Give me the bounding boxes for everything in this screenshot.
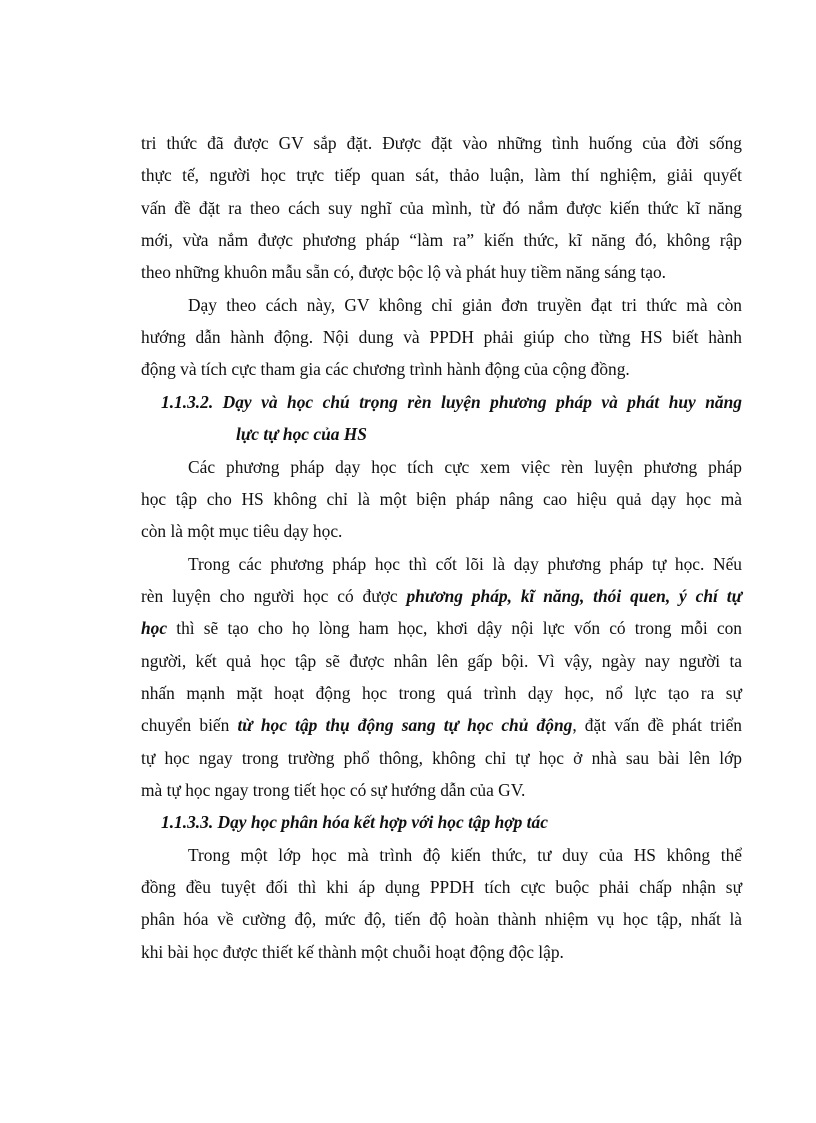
text-line: Dạy theo cách này, GV không chỉ giản đơn truyền đạt tri thức mà còn — [188, 295, 742, 315]
emphasized-text: phương pháp, kĩ năng, thói quen, ý chí tự — [406, 586, 743, 606]
text-run: chuyển biến — [141, 715, 238, 735]
text-line: động và tích cực tham gia các chương trình hành động của cộng đồng. — [141, 359, 630, 379]
text-line: khi bài học được thiết kế thành một chuỗi hoạt động độc lập. — [141, 942, 564, 962]
text-line — [141, 616, 742, 640]
text-line — [141, 713, 742, 737]
text-line: Trong các phương pháp học thì cốt lõi là dạy phương pháp tự học. Nếu — [188, 554, 742, 574]
section-heading: 1.1.3.2. Dạy và học chú trọng rèn luyện phương pháp và phát huy năng — [161, 392, 742, 412]
text-line: còn là một mục tiêu dạy học. — [141, 521, 343, 541]
text-line: nhấn mạnh mặt hoạt động học trong quá trình dạy học, nổ lực tạo ra sự — [141, 683, 742, 703]
text-run: , đặt vấn đề phát triển — [572, 715, 742, 735]
text-line: người, kết quả học tập sẽ được nhân lên gấp bội. Vì vậy, ngày nay người ta — [141, 651, 742, 671]
text-line: Trong một lớp học mà trình độ kiến thức, tư duy của HS không thể — [188, 845, 742, 865]
text-line: hướng dẫn hành động. Nội dung và PPDH phải giúp cho từng HS biết hành — [141, 327, 742, 347]
text-line — [141, 584, 742, 608]
text-line: vấn đề đặt ra theo cách suy nghĩ của mình, từ đó nắm được kiến thức kĩ năng — [141, 198, 742, 218]
text-line: đồng đều tuyệt đối thì khi áp dụng PPDH tích cực buộc phải chấp nhận sự — [141, 877, 742, 897]
text-line: phân hóa về cường độ, mức độ, tiến độ hoàn thành nhiệm vụ học tập, nhất là — [141, 909, 742, 929]
text-line: theo những khuôn mẫu sẵn có, được bộc lộ và phát huy tiềm năng sáng tạo. — [141, 262, 667, 282]
section-heading-continued: lực tự học của HS — [236, 424, 367, 444]
text-line: tri thức đã được GV sắp đặt. Được đặt vào những tình huống của đời sống — [141, 133, 742, 153]
emphasized-text: từ học tập thụ động sang tự học chủ động — [237, 715, 573, 735]
text-line: mới, vừa nắm được phương pháp “làm ra” kiến thức, kĩ năng đó, không rập — [141, 230, 742, 250]
text-line: thực tế, người học trực tiếp quan sát, thảo luận, làm thí nghiệm, giải quyết — [141, 165, 742, 185]
emphasized-text: học — [141, 618, 168, 638]
text-line: mà tự học ngay trong tiết học có sự hướng dẫn của GV. — [141, 780, 526, 800]
text-line: Các phương pháp dạy học tích cực xem việc rèn luyện phương pháp — [188, 457, 742, 477]
text-run: thì sẽ tạo cho họ lòng ham học, khơi dậy nội lực vốn có trong mỗi con — [167, 618, 742, 638]
text-line: học tập cho HS không chỉ là một biện pháp nâng cao hiệu quả dạy học mà — [141, 489, 742, 509]
text-line: tự học ngay trong trường phổ thông, không chỉ tự học ở nhà sau bài lên lớp — [141, 748, 742, 768]
section-heading: 1.1.3.3. Dạy học phân hóa kết hợp với học tập hợp tác — [161, 812, 548, 832]
text-run: rèn luyện cho người học có được — [141, 586, 407, 606]
